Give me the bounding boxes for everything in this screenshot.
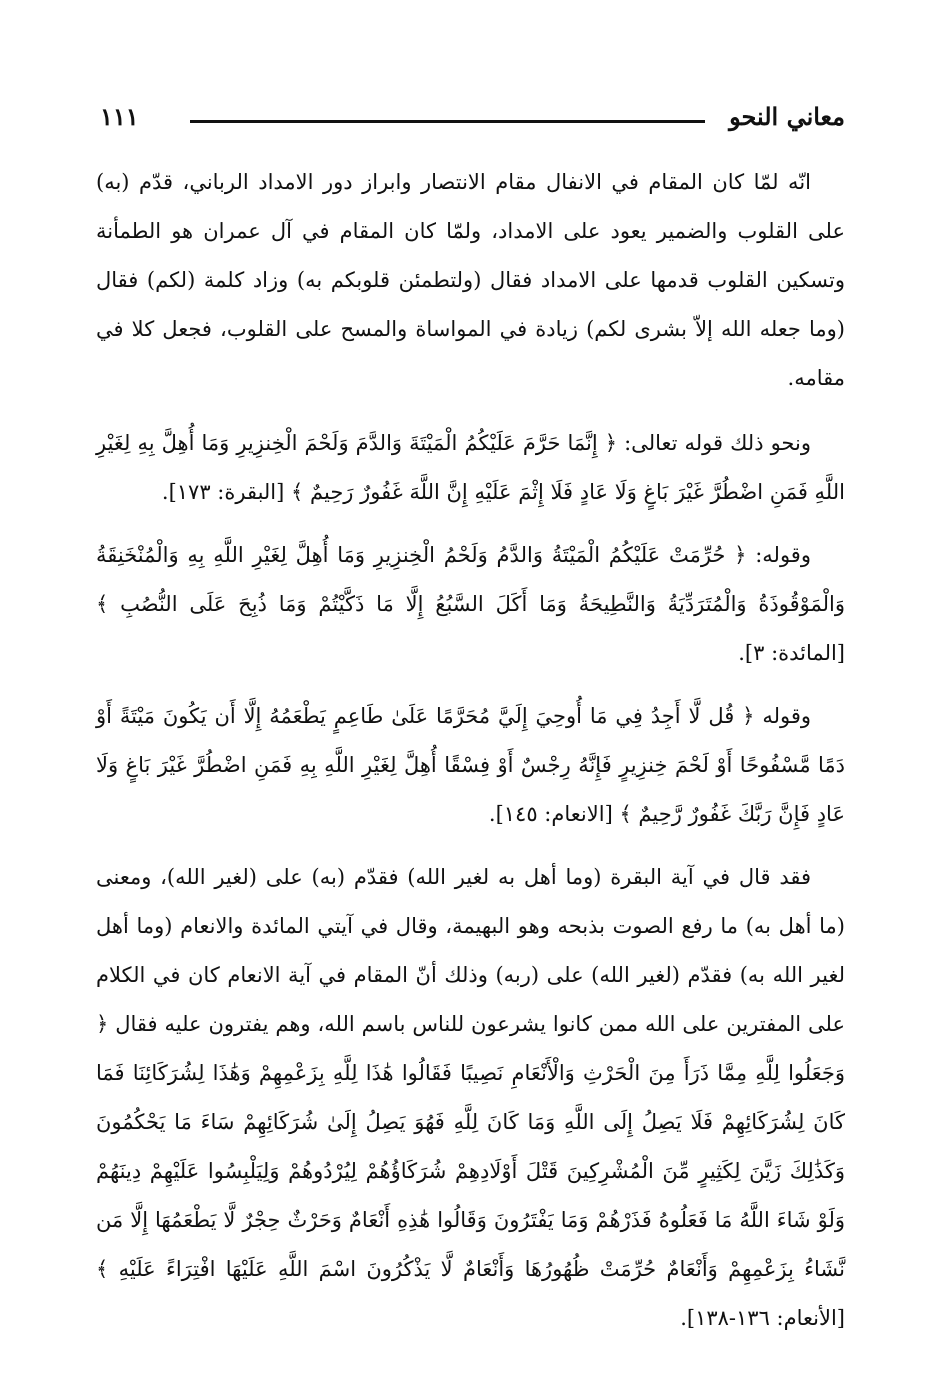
quran-verse-baqara: ﴿ إِنَّمَا حَرَّمَ عَلَيْكُمُ الْمَيْتَةَ وَالدَّمَ وَلَحْمَ الْخِنزِيرِ وَمَا أُهِلَّ بِهِ لِغَيْرِ اللَّهِ فَمَنِ اضْطُرَّ غَيْرَ بَاغٍ وَلَا عَادٍ فَلَا إِثْمَ عَلَيْهِ إِنَّ اللَّهَ غَفُورٌ رَحِيمٌ ﴾ xyxy=(96,431,845,504)
quran-verse-anam-136-138: ﴿ وَجَعَلُوا لِلَّهِ مِمَّا ذَرَأَ مِنَ الْحَرْثِ وَالْأَنْعَامِ نَصِيبًا فَقَالُوا هَٰذَا لِلَّهِ بِزَعْمِهِمْ وَهَٰذَا لِشُرَكَائِنَا فَمَا كَانَ لِشُرَكَائِهِمْ فَلَا يَصِلُ إِلَى اللَّهِ وَمَا كَانَ لِلَّهِ فَهُوَ يَصِلُ إِلَىٰ شُرَكَائِهِمْ سَاءَ مَا يَحْكُمُونَ وَكَذَٰلِكَ زَيَّنَ لِكَثِيرٍ مِّنَ الْمُشْرِكِينَ قَتْلَ أَوْلَادِهِمْ شُرَكَاؤُهُمْ لِيُرْدُوهُمْ وَلِيَلْبِسُوا عَلَيْهِمْ دِينَهُمْ وَلَوْ شَاءَ اللَّهُ مَا فَعَلُوهُ فَذَرْهُمْ وَمَا يَفْتَرُونَ وَقَالُوا هَٰذِهِ أَنْعَامٌ وَحَرْثٌ حِجْرٌ لَّا يَطْعَمُهَا إِلَّا مَن نَّشَاءُ بِزَعْمِهِمْ وَأَنْعَامٌ حُرِّمَتْ ظُهُورُهَا وَأَنْعَامٌ لَّا يَذْكُرُونَ اسْمَ اللَّهِ عَلَيْهَا افْتِرَاءً عَلَيْهِ ﴾ xyxy=(96,1012,845,1281)
verse-reference: [الانعام: ١٤٥]. xyxy=(488,802,613,826)
paragraph-4-lead: وقوله xyxy=(762,704,811,728)
paragraph-4 xyxy=(96,692,845,839)
paragraph-2 xyxy=(96,419,845,517)
page-header xyxy=(100,98,845,142)
page-number: ١١١ xyxy=(100,102,139,131)
verse-reference: [الأنعام: ١٣٦-١٣٨]. xyxy=(680,1306,845,1330)
verse-reference: [المائدة: ٣]. xyxy=(738,641,845,665)
paragraph-2-lead: ونحو ذلك قوله تعالى: xyxy=(624,431,811,455)
quran-verse-anam-145: ﴿ قُل لَّا أَجِدُ فِي مَا أُوحِيَ إِلَيَّ مُحَرَّمًا عَلَىٰ طَاعِمٍ يَطْعَمُهُ إِلَّا أَن يَكُونَ مَيْتَةً أَوْ دَمًا مَّسْفُوحًا أَوْ لَحْمَ خِنزِيرٍ فَإِنَّهُ رِجْسٌ أَوْ فِسْقًا أُهِلَّ لِغَيْرِ اللَّهِ بِهِ فَمَنِ اضْطُرَّ غَيْرَ بَاغٍ وَلَا عَادٍ فَإِنَّ رَبَّكَ غَفُورٌ رَّحِيمٌ ﴾ xyxy=(96,704,845,826)
paragraph-3 xyxy=(96,531,845,678)
verse-reference: [البقرة: ١٧٣]. xyxy=(161,480,285,504)
paragraph-1-text: انّه لمّا كان المقام في الانفال مقام الانتصار وابراز دور الامداد الرباني، قدّم (به) على القلوب والضمير يعود على الامداد، ولمّا كان المقام في آل عمران هو الطمأنة وتسكين القلوب قدمها على الامداد فقال (ولتطمئن قلوبكم به) وزاد كلمة (لكم) فقال (وما جعله الله إلاّ بشرى لكم) زيادة في المواساة والمسح على القلوب، فجعل كلا في مقامه. xyxy=(96,170,845,390)
quran-verse-maida: ﴿ حُرِّمَتْ عَلَيْكُمُ الْمَيْتَةُ وَالدَّمُ وَلَحْمُ الْخِنزِيرِ وَمَا أُهِلَّ لِغَيْرِ اللَّهِ بِهِ وَالْمُنْخَنِقَةُ وَالْمَوْقُوذَةُ وَالْمُتَرَدِّيَةُ وَالنَّطِيحَةُ وَمَا أَكَلَ السَّبُعُ إِلَّا مَا ذَكَّيْتُمْ وَمَا ذُبِحَ عَلَى النُّصُبِ ﴾ xyxy=(96,543,845,616)
paragraph-1 xyxy=(96,158,845,403)
page-body xyxy=(96,158,845,1357)
header-rule xyxy=(190,120,705,123)
paragraph-5-lead: فقد قال في آية البقرة (وما أهل به لغير الله) فقدّم (به) على (لغير الله)، ومعنى (ما أهل به) ما رفع الصوت بذبحه وهو البهيمة، وقال في آيتي المائدة والانعام (وما أهل لغير الله به) فقدّم (لغير الله) على (ربه) وذلك أنّ المقام في آية الانعام كان في الكلام على المفترين على الله ممن كانوا يشرعون للناس باسم الله، وهم يفترون عليه فقال xyxy=(96,865,845,1036)
paragraph-3-lead: وقوله: xyxy=(755,543,811,567)
running-title: معاني النحو xyxy=(729,102,845,131)
paragraph-5 xyxy=(96,853,845,1343)
